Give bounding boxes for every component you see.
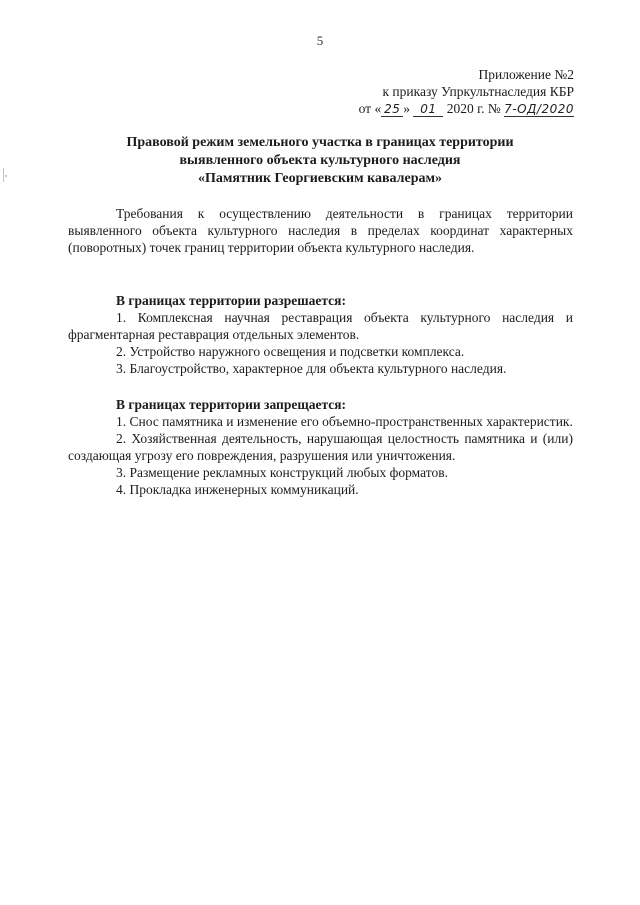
order-reference: к приказу Упркультнаследия КБР [382,84,574,99]
intro-paragraph: Требования к осуществлению деятельности в границах территории выявленного объекта культурного наследия в пределах координат характерных (поворотных) точек границ территории объекта культурного наследия. [68,206,573,255]
date-mid: » [403,101,410,116]
intro-section [68,205,573,256]
date-year: 2020 г. № [446,101,501,116]
title-line-3: «Памятник Георгиевским кавалерам» [197,171,443,186]
title-line-2: выявленного объекта культурного наследия [179,153,461,168]
allowed-item-1: 1. Комплексная научная реставрация объекта культурного наследия и фрагментарная реставрация отдельных элементов. [68,310,573,342]
forbidden-item-3: 3. Размещение рекламных конструкций любых форматов. [116,465,448,480]
date-month: 01 [413,103,443,117]
document-title [0,134,640,188]
appendix-label: Приложение №2 [478,67,574,82]
date-day: 25 [381,103,403,117]
allowed-heading: В границах территории разрешается: [116,293,346,308]
allowed-item-2: 2. Устройство наружного освещения и подсветки комплекса. [116,344,465,359]
page-number: 5 [316,33,324,48]
allowed-item-3: 3. Благоустройство, характерное для объекта культурного наследия. [116,361,507,376]
order-date-line [359,100,574,117]
scan-artifact [3,168,4,182]
forbidden-section [68,396,573,498]
allowed-section [68,292,573,377]
title-line-1: Правовой режим земельного участка в границах территории [126,135,514,150]
forbidden-heading: В границах территории запрещается: [116,397,347,412]
forbidden-item-1: 1. Снос памятника и изменение его объемно-пространственных характеристик. [116,414,573,429]
forbidden-item-2: 2. Хозяйственная деятельность, нарушающая целостность памятника и (или) создающая угрозу его повреждения, разрушения или уничтожения. [68,431,573,463]
date-prefix: от « [358,101,382,116]
appendix-header [359,66,574,117]
order-number: 7-ОД/2020 [504,102,574,116]
forbidden-item-4: 4. Прокладка инженерных коммуникаций. [116,482,359,497]
scan-artifact [5,175,7,177]
